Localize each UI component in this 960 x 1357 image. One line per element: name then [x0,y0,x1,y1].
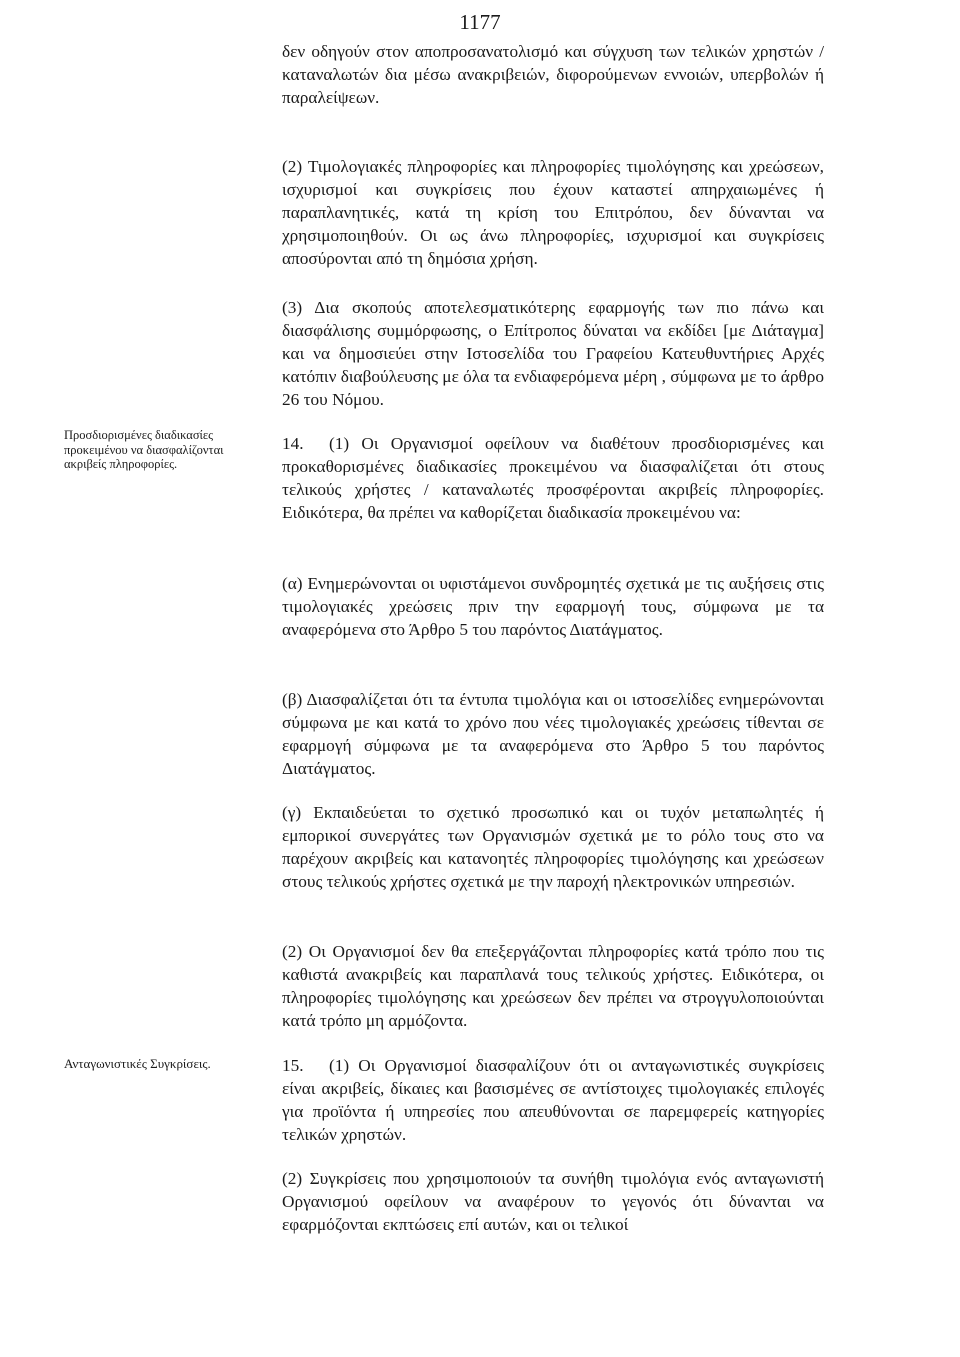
page-number: 1177 [459,10,501,34]
section-number-14: 14. [282,434,304,453]
margin-note-procedures: Προσδιορισμένες διαδικασίες προκειμένου να διασφαλίζονται ακριβείς πληροφορίες. [64,428,224,471]
item-c: (γ) Εκπαιδεύεται το σχετικό προσωπικό και οι τυχόν μεταπωλητές ή εμπορικοί συνεργάτες των Οργανισμών σχετικά με το ρόλο τους στο να παρέχουν ακριβείς και κατανοητές πληροφορίες τιμολόγησης και χρεώσεων στους τελικούς χρήστες σχετικά με την παροχή ηλεκτρονικών υπηρεσιών. [282,803,824,891]
paragraph-3-guidelines: (3) Δια σκοπούς αποτελεσματικότερης εφαρμογής των πιο πάνω και διασφάλισης συμμόρφωσης, ο Επίτροπος δύναται να εκδίδει [με Διάταγμα] και να δημοσιεύει στην Ιστοσελίδα του Γραφείου Κατευθυντήριες Αρχές κατόπιν διαβούλευσης με όλα τα ενδιαφερόμενα μέρη , σύμφωνα με το άρθρο 26 του Νόμου. [282,298,824,409]
paragraph-2-pricing-info: (2) Τιμολογιακές πληροφορίες και πληροφορίες τιμολόγησης και χρεώσεων, ισχυρισμοί και συγκρίσεις που έχουν καταστεί απηρχαιωμένες ή παραπλανητικές, κατά τη κρίση του Επιτρόπου, δεν δύνανται να χρησιμοποιηθούν. Οι ως άνω πληροφορίες, ισχυρισμοί και συγκρίσεις αποσύρονται από τη δημόσια χρήση. [282,157,824,268]
section-14-text: (1) Οι Οργανισμοί οφείλουν να διαθέτουν προσδιορισμένες και προκαθορισμένες διαδικασίες προκειμένου να διασφαλίζεται ότι στους τελικούς χρήστες / καταναλωτές προσφέρονται ακριβείς πληροφορίες. Ειδικότερα, θα πρέπει να καθορίζεται διαδικασία προκειμένου να: [282,434,824,522]
section-number-15: 15. [282,1056,304,1075]
paragraph-intro-continuation: δεν οδηγούν στον αποπροσανατολισμό και σύγχυση των τελικών χρηστών / καταναλωτών δια μέσω ανακριβειών, διφορούμενων εννοιών, υπερβολών ή παραλείψεων. [282,42,824,107]
item-a: (α) Ενημερώνονται οι υφιστάμενοι συνδρομητές σχετικά με τις αυξήσεις στις τιμολογιακές χρεώσεις πριν την εφαρμογή τους, σύμφωνα με τα αναφερόμενα στο Άρθρο 5 του παρόντος Διατάγματος. [282,574,824,639]
section-15-paragraph-2: (2) Συγκρίσεις που χρησιμοποιούν τα συνήθη τιμολόγια ενός ανταγωνιστή Οργανισμού οφείλουν να αναφέρουν το γεγονός ότι δύνανται να εφαρμόζονται εκπτώσεις επί αυτών, και οι τελικοί [282,1169,824,1234]
section-14-paragraph-2: (2) Οι Οργανισμοί δεν θα επεξεργάζονται πληροφορίες κατά τρόπο που τις καθιστά ανακριβείς και παραπλανά τους τελικούς χρήστες. Ειδικότερα, οι πληροφορίες τιμολόγησης και χρεώσεων δεν πρέπει να στρογγυλοποιούνται κατά τρόπο μη αρμόζοντα. [282,942,824,1030]
section-15-text: (1) Οι Οργανισμοί διασφαλίζουν ότι οι ανταγωνιστικές συγκρίσεις είναι ακριβείς, δίκαιες και βασισμένες σε αντίστοιχες τιμολογιακές επιλογές για προϊόντα ή υπηρεσίες που απευθύνονται σε παρεμφερείς κατηγορίες τελικών χρηστών. [282,1056,824,1144]
section-14-paragraph-1 [282,432,824,524]
section-15-paragraph-1 [282,1054,824,1146]
item-b: (β) Διασφαλίζεται ότι τα έντυπα τιμολόγια και οι ιστοσελίδες ενημερώνονται σύμφωνα με και κατά το χρόνο που νέες τιμολογιακές χρεώσεις τίθενται σε εφαρμογή σύμφωνα με τα αναφερόμενα στο Άρθρο 5 του παρόντος Διατάγματος. [282,690,824,778]
margin-note-competitive-comparisons: Ανταγωνιστικές Συγκρίσεις. [64,1056,211,1071]
